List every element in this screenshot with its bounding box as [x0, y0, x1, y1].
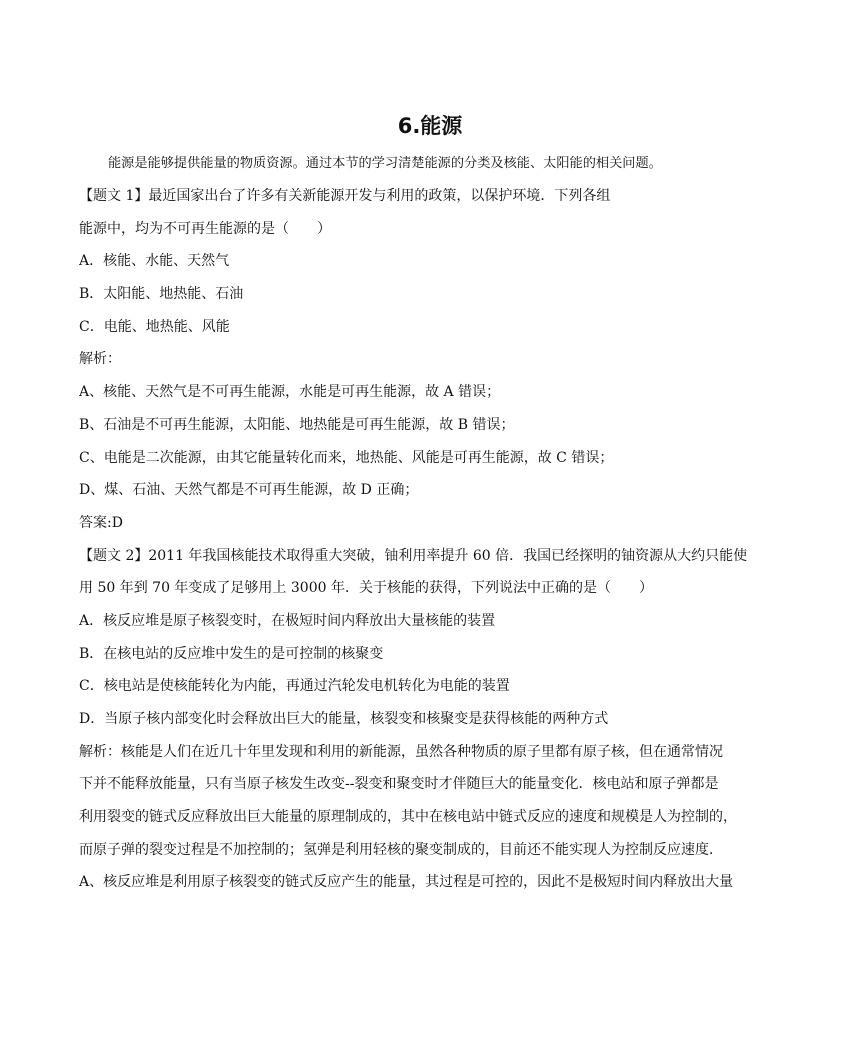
- intro-paragraph: 能源是能够提供能量的物质资源。通过本节的学习清楚能源的分类及核能、太阳能的相关问题。: [108, 156, 662, 171]
- question-1-option-b: B．太阳能、地热能、石油: [79, 286, 244, 303]
- content-body: [79, 186, 785, 905]
- question-1-option-a: A．核能、水能、天然气: [79, 253, 230, 270]
- question-2: [79, 546, 785, 906]
- question-1-option-c: C．电能、地热能、风能: [79, 318, 230, 335]
- question-2-analysis-line: 利用裂变的链式反应释放出巨大能量的原理制成的，其中在核电站中链式反应的速度和规模是人为控制的，: [79, 809, 737, 826]
- page-title: 6.能源: [397, 114, 463, 138]
- question-2-stem-line: 用 50 年到 70 年变成了足够用上 3000 年．关于核能的获得，下列说法中正确的是（ ）: [79, 580, 653, 597]
- question-2-analysis-line: 而原子弹的裂变过程是不加控制的；氢弹是利用轻核的聚变制成的，目前还不能实现人为控制反应速度．: [79, 841, 723, 858]
- question-1-stem-line: 【题文 1】最近国家出台了许多有关新能源开发与利用的政策，以保护环境．下列各组: [79, 188, 611, 204]
- question-2-analysis-line: 下并不能释放能量，只有当原子核发生改变--裂变和聚变时才伴随巨大的能量变化．核电站和原子弹都是: [79, 776, 719, 793]
- question-2-stem-line: 【题文 2】2011 年我国核能技术取得重大突破，铀利用率提升 60 倍．我国已经探明的铀资源从大约只能使: [79, 547, 748, 564]
- question-1-analysis-label: 解析：: [79, 351, 121, 368]
- question-2-option-c: C．核电站是使核能转化为内能，再通过汽轮发电机转化为电能的装置: [79, 678, 510, 695]
- question-2-option-a: A．核反应堆是原子核裂变时，在极短时间内释放出大量核能的装置: [79, 612, 496, 629]
- question-1-answer: 答案:D: [79, 514, 123, 531]
- question-2-option-b: B．在核电站的反应堆中发生的是可控制的核聚变: [79, 645, 384, 662]
- question-1: [79, 186, 785, 546]
- question-1-analysis-line: B、石油是不可再生能源，太阳能、地热能是可再生能源，故 B 错误；: [79, 416, 515, 433]
- question-2-analysis-line: 解析：核能是人们在近几十年里发现和利用的新能源，虽然各种物质的原子里都有原子核，但在通常情况: [79, 743, 723, 760]
- question-2-option-d: D．当原子核内部变化时会释放出巨大的能量，核裂变和核聚变是获得核能的两种方式: [79, 711, 609, 727]
- question-1-analysis-line: D、煤、石油、天然气都是不可再生能源，故 D 正确；: [79, 482, 419, 499]
- question-1-analysis-line: C、电能是二次能源，由其它能量转化而来，地热能、风能是可再生能源，故 C 错误；: [79, 449, 614, 466]
- question-2-analysis-line: A、核反应堆是利用原子核裂变的链式反应产生的能量，其过程是可控的，因此不是极短时间内释放出大量: [79, 874, 734, 891]
- question-1-stem-line: 能源中，均为不可再生能源的是（ ）: [79, 220, 331, 237]
- question-1-analysis-line: A、核能、天然气是不可再生能源，水能是可再生能源，故 A 错误；: [79, 384, 501, 401]
